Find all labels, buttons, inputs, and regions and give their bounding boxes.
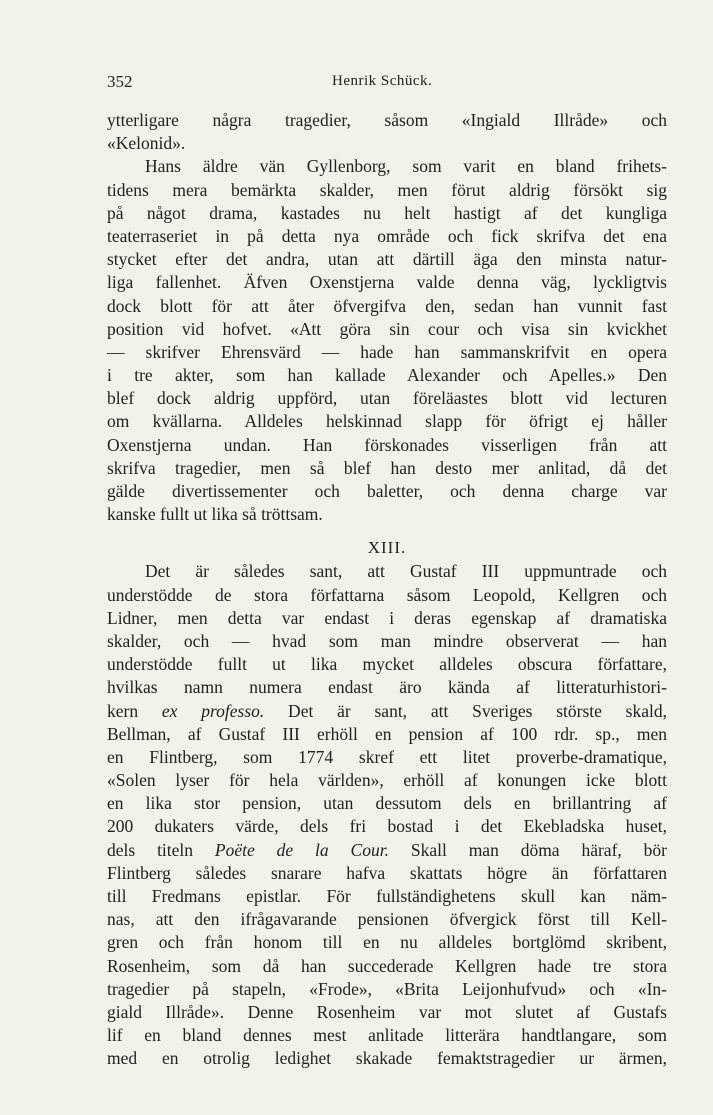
text-line: lif en bland dennes mest anlitade litterära handtlangare, som — [107, 1025, 667, 1046]
text-line: liga fallenhet. Äfven Oxenstjerna valde denna väg, lyckligtvis — [107, 272, 667, 293]
text-line: giald Illråde». Denne Rosenheim var mot slutet af Gustafs — [107, 1001, 667, 1022]
text-line: ytterligare några tragedier, såsom «Ingiald Illråde» och — [107, 110, 667, 130]
running-title: Henrik Schück. — [332, 73, 433, 89]
text-line: understödde fullt ut lika mycket alldeles obscura författare, — [107, 654, 667, 675]
text-line: kanske fullt ut lika så tröttsam. — [107, 504, 323, 525]
text-line: dock blott för att åter öfvergifva den, sedan han vunnit fast — [107, 295, 667, 316]
text-line: «Kelonid». — [107, 133, 186, 154]
text-line — [107, 839, 667, 862]
section-heading: XIII. — [367, 538, 407, 558]
running-head — [107, 70, 667, 96]
text-line: gälde divertissementer och baletter, och denna charge var — [107, 481, 667, 501]
text-line: 200 dukaters värde, dels fri bostad i det Ekebladska huset, — [107, 816, 667, 837]
text-line: Hans äldre vän Gyllenborg, som varit en bland frihets- — [145, 156, 667, 177]
text-segment: dels titeln — [107, 839, 215, 860]
text-line: gren och från honom till en nu alldeles bortglömd skribent, — [107, 932, 667, 953]
text-line: Lidner, men detta var endast i deras egenskap af dramatiska — [107, 607, 667, 628]
text-line: «Solen lyser för hela världen», erhöll af konungen icke blott — [107, 770, 667, 791]
text-line: till Fredmans epistlar. För fullständighetens skull kan näm- — [107, 886, 667, 906]
text-line: Oxenstjerna undan. Han förskonades visserligen från att — [107, 434, 667, 455]
text-line: position vid hofvet. «Att göra sin cour och visa sin kvickhet — [107, 318, 667, 339]
text-line: understödde de stora författarna såsom Leopold, Kellgren och — [107, 584, 667, 605]
text-line: Rosenheim, som då han succederade Kellgren hade tre stora — [107, 955, 667, 976]
text-segment: kern — [107, 700, 162, 721]
text-line: tidens mera bemärkta skalder, men förut aldrig försökt sig — [107, 179, 667, 200]
text-line: — skrifver Ehrensvärd — hade han sammanskrifvit en opera — [107, 341, 667, 362]
text-line: teaterraseriet in på detta nya område och fick skrifva det ena — [107, 225, 667, 246]
text-segment: Skall man döma häraf, bör — [388, 839, 667, 860]
text-line — [107, 700, 667, 723]
text-line: med en otrolig ledighet skakade femaktstragedier ur ärmen, — [107, 1048, 667, 1069]
text-line: stycket efter det andra, utan att därtill äga den minsta natur- — [107, 249, 667, 270]
text-line: i tre akter, som han kallade Alexander och Apelles.» Den — [107, 365, 667, 386]
page-number: 352 — [107, 72, 133, 91]
text-line: på något drama, kastades nu helt hastigt af det kungliga — [107, 202, 667, 223]
text-line: skrifva tragedier, men så blef han desto mer anlitad, då det — [107, 457, 667, 478]
text-line: Det är således sant, att Gustaf III uppmuntrade och — [145, 561, 667, 582]
text-line: tragedier på stapeln, «Frode», «Brita Leijonhufvud» och «In- — [107, 978, 667, 999]
text-line: Bellman, af Gustaf III erhöll en pension af 100 rdr. sp., men — [107, 723, 667, 744]
text-line: en lika stor pension, utan dessutom dels en brillantring af — [107, 793, 667, 814]
text-line: nas, att den ifrågavarande pensionen öfvergick först till Kell- — [107, 909, 667, 930]
text-line: skalder, och — hvad som man mindre observerat — han — [107, 630, 667, 651]
text-line: om kvällarna. Alldeles helskinnad slapp för öfrigt ej håller — [107, 411, 667, 432]
text-segment: Det är sant, att Sveriges störste skald, — [264, 700, 667, 721]
text-line: hvilkas namn numera endast äro kända af litteraturhistori- — [107, 677, 667, 698]
text-line: Flintberg således snarare hafva skattats högre än författaren — [107, 862, 667, 883]
text-line: blef dock aldrig uppförd, utan föreläastes blott vid lecturen — [107, 388, 667, 409]
italic-phrase: Poëte de la Cour. — [214, 839, 389, 860]
italic-phrase: ex professo. — [161, 700, 265, 721]
body-text — [107, 109, 667, 1071]
text-line: en Flintberg, som 1774 skref ett litet proverbe-dramatique, — [107, 746, 667, 767]
